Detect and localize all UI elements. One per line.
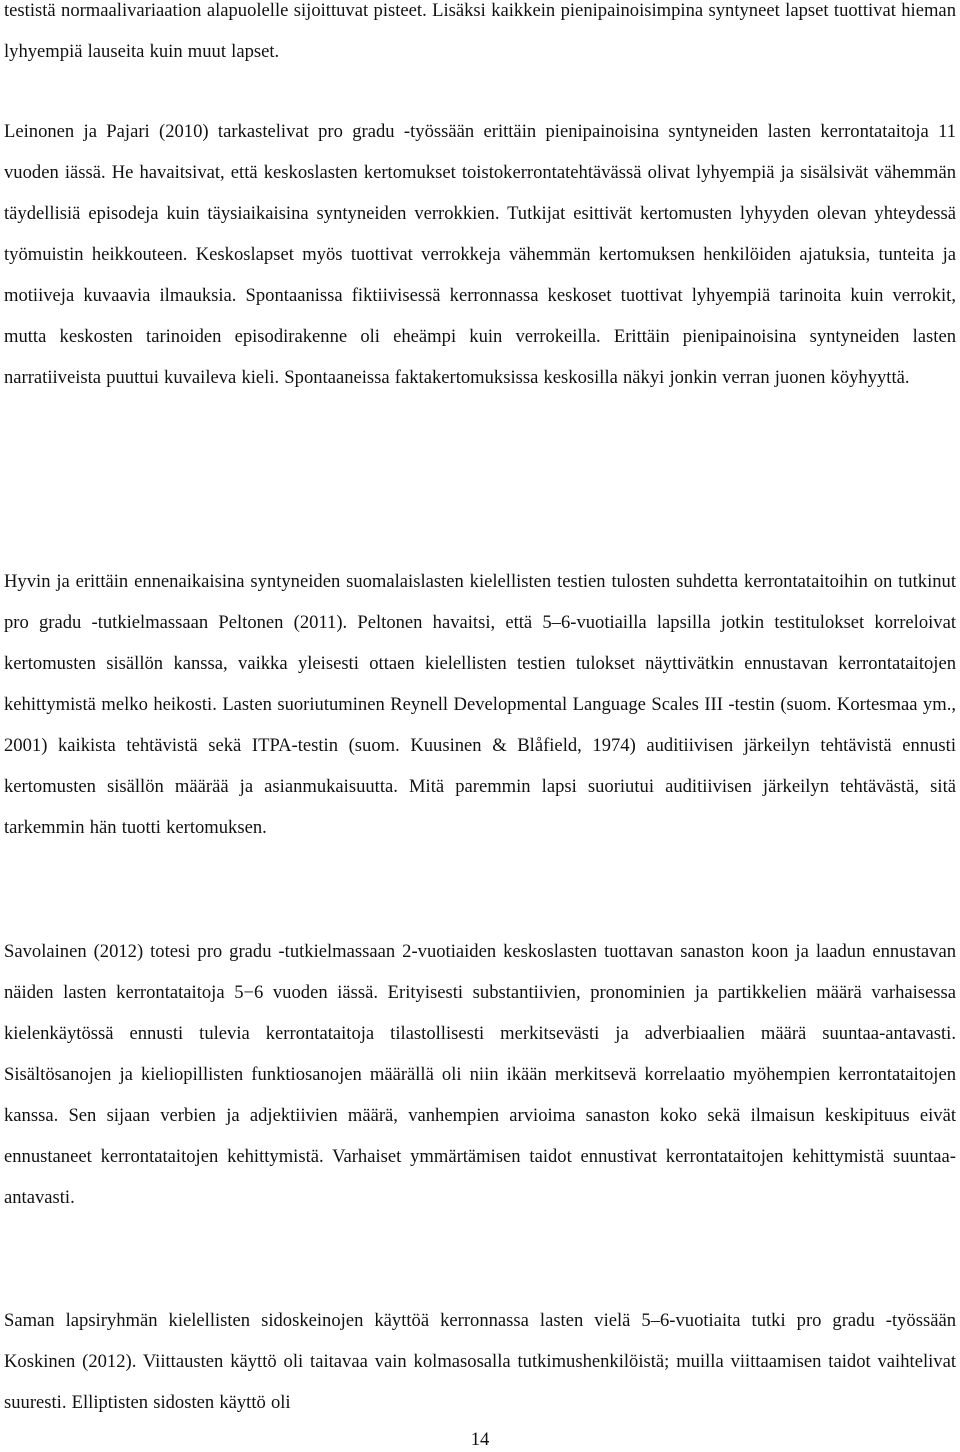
paragraph-koskinen: Saman lapsiryhmän kielellisten sidoskeinojen käyttöä kerronnassa lasten vielä 5–6-vuotiaita tutki pro gradu -työssään Koskinen (2012). Viittausten käyttö oli taitavaa vain kolmasosalla tutkimushenkilöistä; muilla viittaamisen taidot vaihtelivat suuresti. Elliptisten sidosten käyttö oli bbox=[4, 1310, 956, 1413]
paragraph-peltonen: Hyvin ja erittäin ennenaikaisina syntyneiden suomalaislasten kielellisten testien tulosten suhdetta kerrontataitoihin on tutkinut pro gradu -tutkielmassaan Peltonen (2011). Peltonen havaitsi, että 5–6-vuotiailla lapsilla jotkin testitulokset korreloivat kertomusten sisällön kanssa, vaikka yleisesti ottaen kielellisten testien tulokset näyttivätkin ennustavan kerrontataitojen kehittymistä melko heikosti. Lasten suoriutuminen Reynell Developmental Language Scales III -testin (suom. Kortesmaa ym., 2001) kaikista tehtävistä sekä ITPA-testin (suom. Kuusinen & Blåfield, 1974) auditiivisen järkeilyn tehtävistä ennusti kertomusten sisällön määrää ja asianmukaisuutta. Mitä paremmin lapsi suoriutui auditiivisen järkeilyn tehtävästä, sitä tarkemmin hän tuotti kertomuksen. bbox=[4, 571, 956, 838]
paragraph-savolainen: Savolainen (2012) totesi pro gradu -tutkielmassaan 2-vuotiaiden keskoslasten tuottavan sanaston koon ja laadun ennustavan näiden lasten kerrontataitoja 5−6 vuoden iässä. Erityisesti substantiivien, pronominien ja partikkelien määrä varhaisessa kielenkäytössä ennusti tulevia kerrontataitoja tilastollisesti merkitsevästi ja adverbiaalien määrä suuntaa-antavasti. Sisältösanojen ja kieliopillisten funktiosanojen määrällä oli niin ikään merkitsevä korrelaatio myöhempien kerrontataitojen kanssa. Sen sijaan verbien ja adjektiivien määrä, vanhempien arvioima sanaston koko sekä ilmaisun keskipituus eivät ennustaneet kerrontataitojen kehittymistä. Varhaiset ymmärtämisen taidot ennustivat kerrontataitojen kehittymistä suuntaa-antavasti. bbox=[4, 941, 956, 1208]
paragraph-continuation: testistä normaalivariaation alapuolelle sijoittuvat pisteet. Lisäksi kaikkein pienipainoisimpina syntyneet lapset tuottivat hieman lyhyempiä lauseita kuin muut lapset. bbox=[4, 0, 956, 62]
page-number: 14 bbox=[470, 1429, 490, 1450]
paragraph-leinonen-pajari: Leinonen ja Pajari (2010) tarkastelivat pro gradu -työssään erittäin pienipainoisina syntyneiden lasten kerrontataitoja 11 vuoden iässä. He havaitsivat, että keskoslasten kertomukset toistokerrontatehtävässä olivat lyhyempiä ja sisälsivät vähemmän täydellisiä episodeja kuin täysiaikaisina syntyneiden verrokkien. Tutkijat esittivät kertomusten lyhyyden olevan yhteydessä työmuistin heikkouteen. Keskoslapset myös tuottivat verrokkeja vähemmän kertomuksen henkilöiden ajatuksia, tunteita ja motiiveja kuvaavia ilmauksia. Spontaanissa fiktiivisessä kerronnassa keskoset tuottivat lyhyempiä tarinoita kuin verrokit, mutta keskosten tarinoiden episodirakenne oli eheämpi kuin verrokeilla. Erittäin pienipainoisina syntyneiden lasten narratiiveista puuttui kuvaileva kieli. Spontaaneissa faktakertomuksissa keskosilla näkyi jonkin verran juonen köyhyyttä. bbox=[4, 121, 956, 388]
